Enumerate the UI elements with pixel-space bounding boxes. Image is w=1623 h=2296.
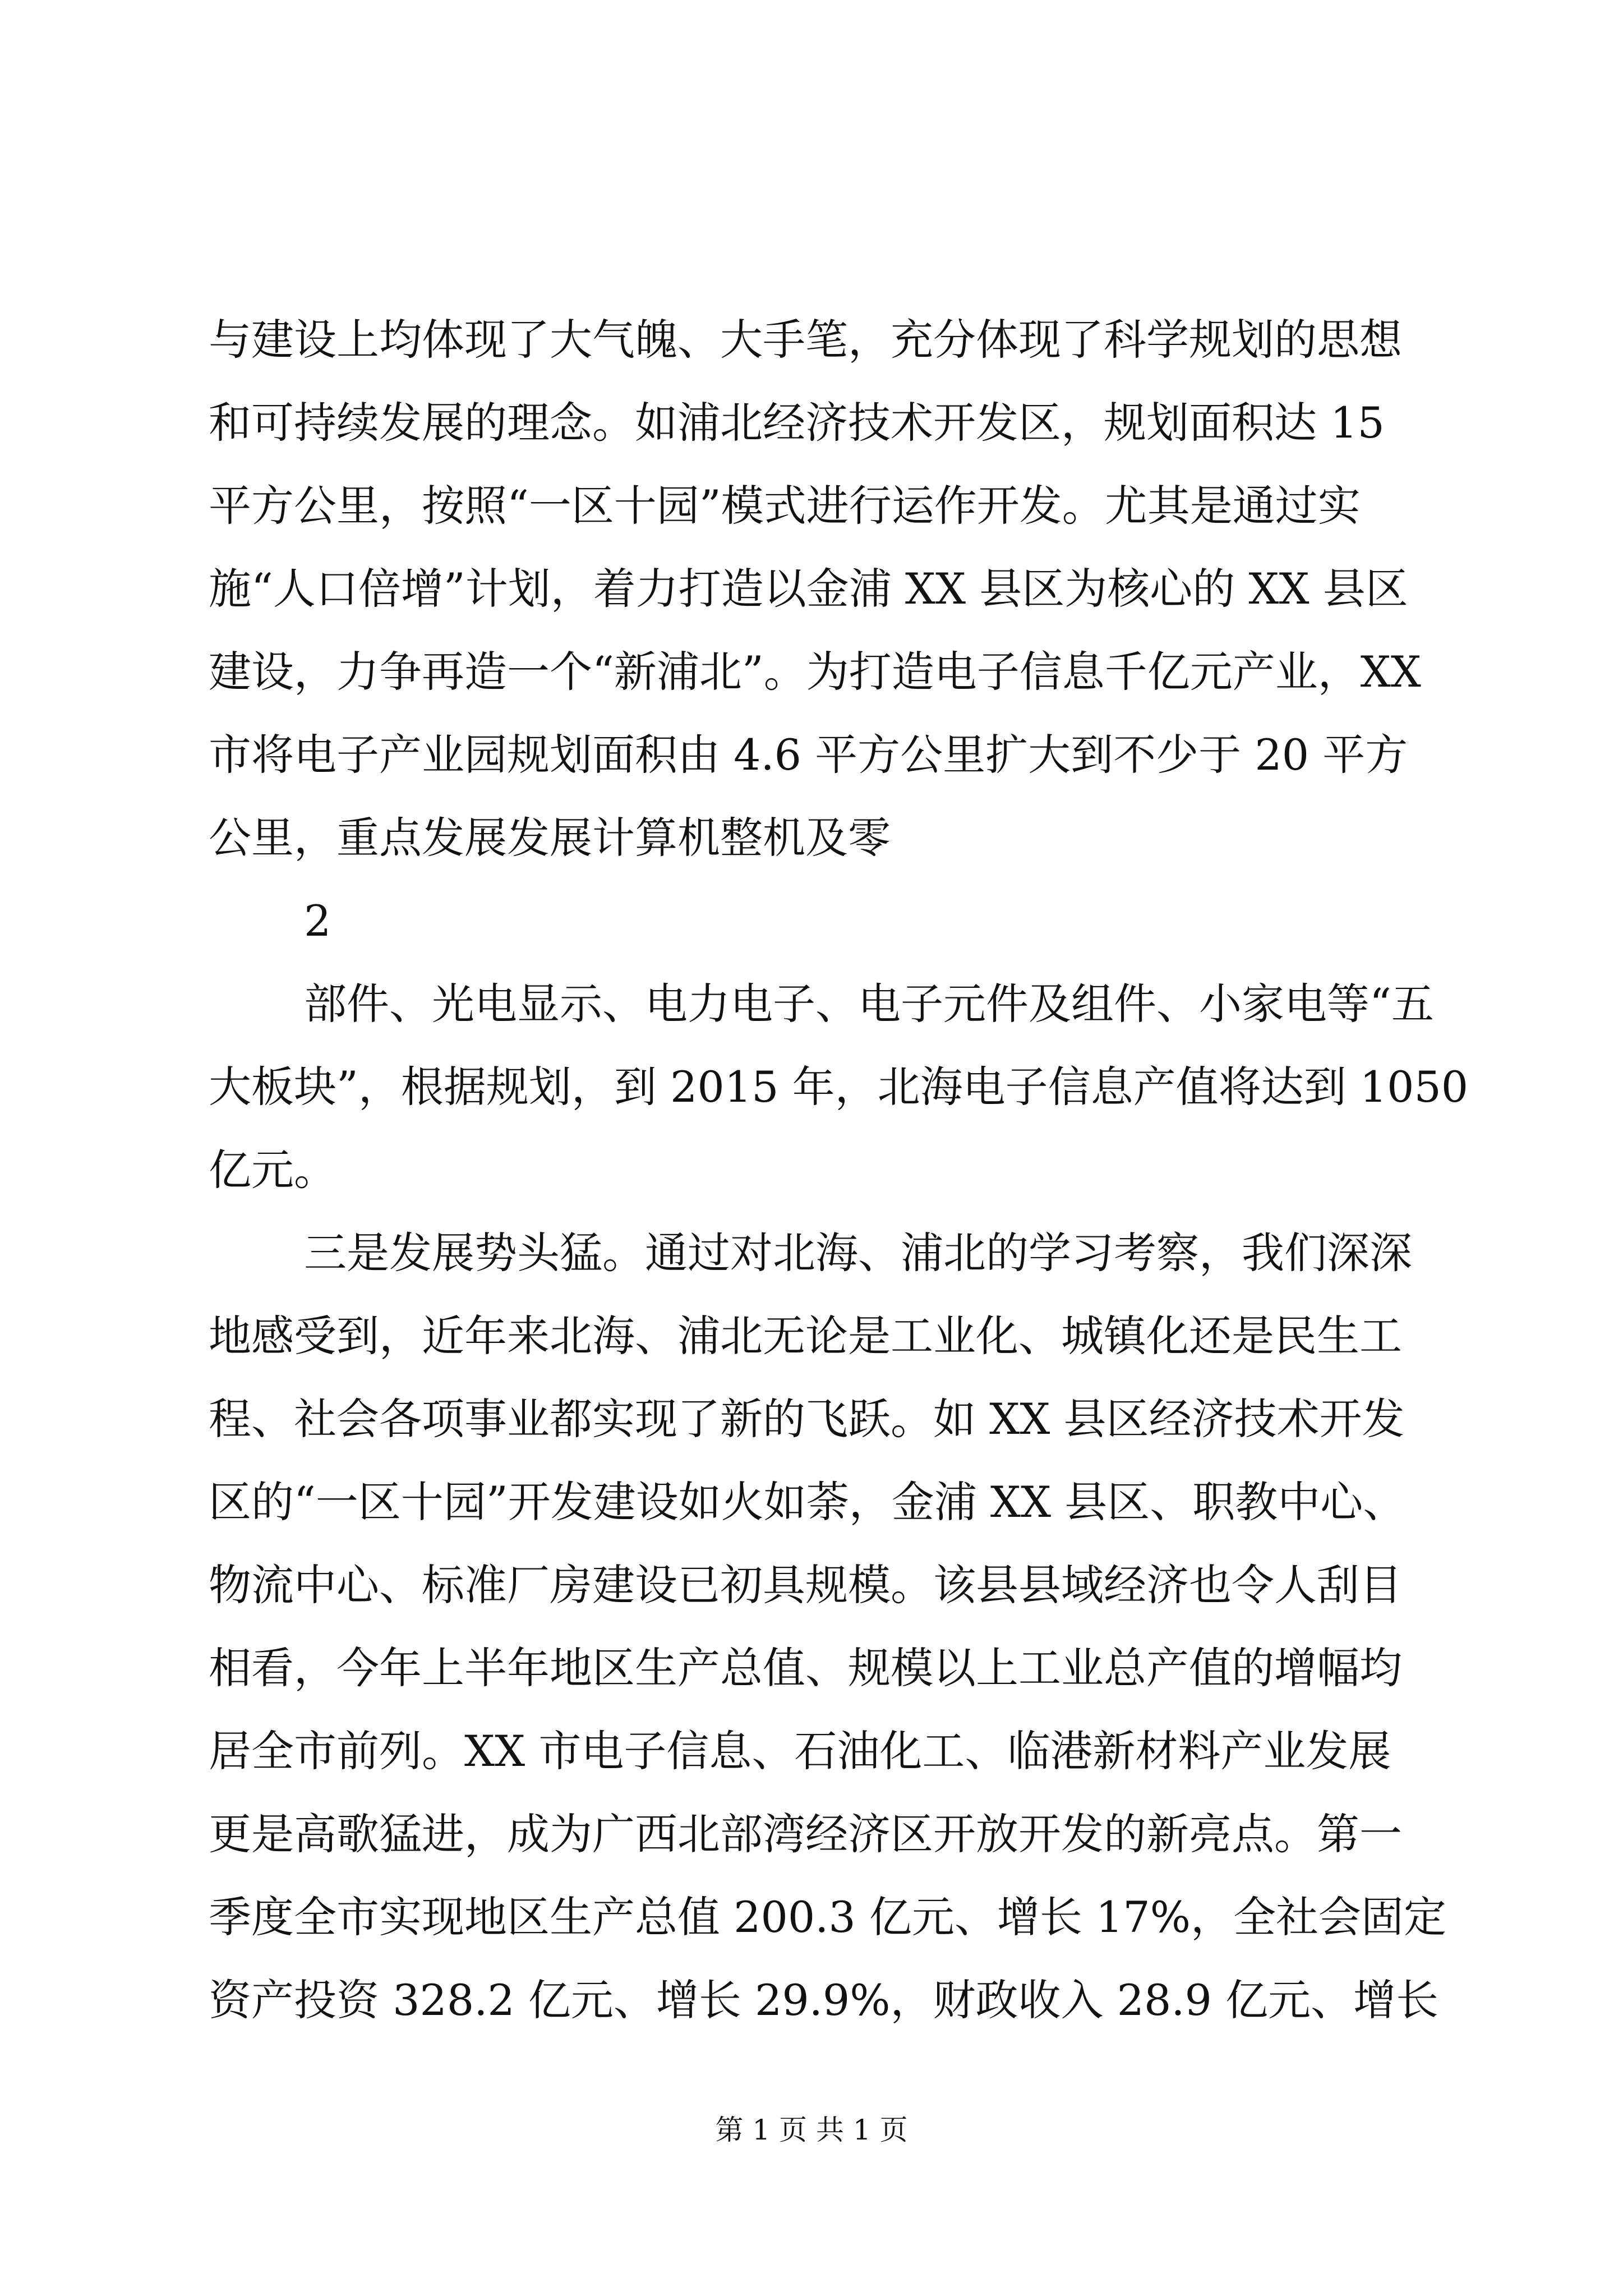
text-line: 亿元。 [209, 1145, 336, 1195]
text-line: 物流中心、标准厂房建设已初具规模。该县县域经济也令人刮目 [209, 1560, 1402, 1610]
text-line: 与建设上均体现了大气魄、大手笔，充分体现了科学规划的思想 [209, 315, 1402, 365]
text-line: 更是高歌猛进，成为广西北部湾经济区开放开发的新亮点。第一 [209, 1809, 1402, 1859]
text-line: 平方公里，按照“一区十园”模式进行运作开发。尤其是通过实 [209, 481, 1361, 531]
text-line: 相看，今年上半年地区生产总值、规模以上工业总产值的增幅均 [209, 1643, 1402, 1693]
text-line: 公里，重点发展发展计算机整机及零 [209, 813, 891, 863]
text-line: 居全市前列。XX 市电子信息、石油化工、临港新材料产业发展 [209, 1726, 1391, 1776]
text-line: 区的“一区十园”开发建设如火如荼，金浦 XX 县区、职教中心、 [209, 1477, 1406, 1527]
text-line: 部件、光电显示、电力电子、电子元件及组件、小家电等“五 [304, 979, 1434, 1029]
text-line: 建设，力争再造一个“新浦北”。为打造电子信息千亿元产业，XX [209, 647, 1421, 697]
text-line: 资产投资 328.2 亿元、增长 29.9%，财政收入 28.9 亿元、增长 [209, 1975, 1439, 2025]
text-line: 地感受到，近年来北海、浦北无论是工业化、城镇化还是民生工 [209, 1311, 1402, 1361]
text-line: 季度全市实现地区生产总值 200.3 亿元、增长 17%，全社会固定 [209, 1892, 1446, 1942]
text-line: 三是发展势头猛。通过对北海、浦北的学习考察，我们深深 [304, 1228, 1412, 1278]
page-footer: 第 1 页 共 1 页 [715, 2114, 908, 2146]
text-line: 施“人口倍增”计划，着力打造以金浦 XX 县区为核心的 XX 县区 [209, 564, 1408, 614]
page-number-inline: 2 [304, 896, 331, 946]
text-line: 和可持续发展的理念。如浦北经济技术开发区，规划面积达 15 [209, 398, 1385, 448]
text-line: 大板块”，根据规划，到 2015 年，北海电子信息产值将达到 1050 [209, 1062, 1469, 1112]
text-line: 程、社会各项事业都实现了新的飞跃。如 XX 县区经济技术开发 [209, 1394, 1405, 1444]
text-line: 市将电子产业园规划面积由 4.6 平方公里扩大到不少于 20 平方 [209, 730, 1408, 780]
